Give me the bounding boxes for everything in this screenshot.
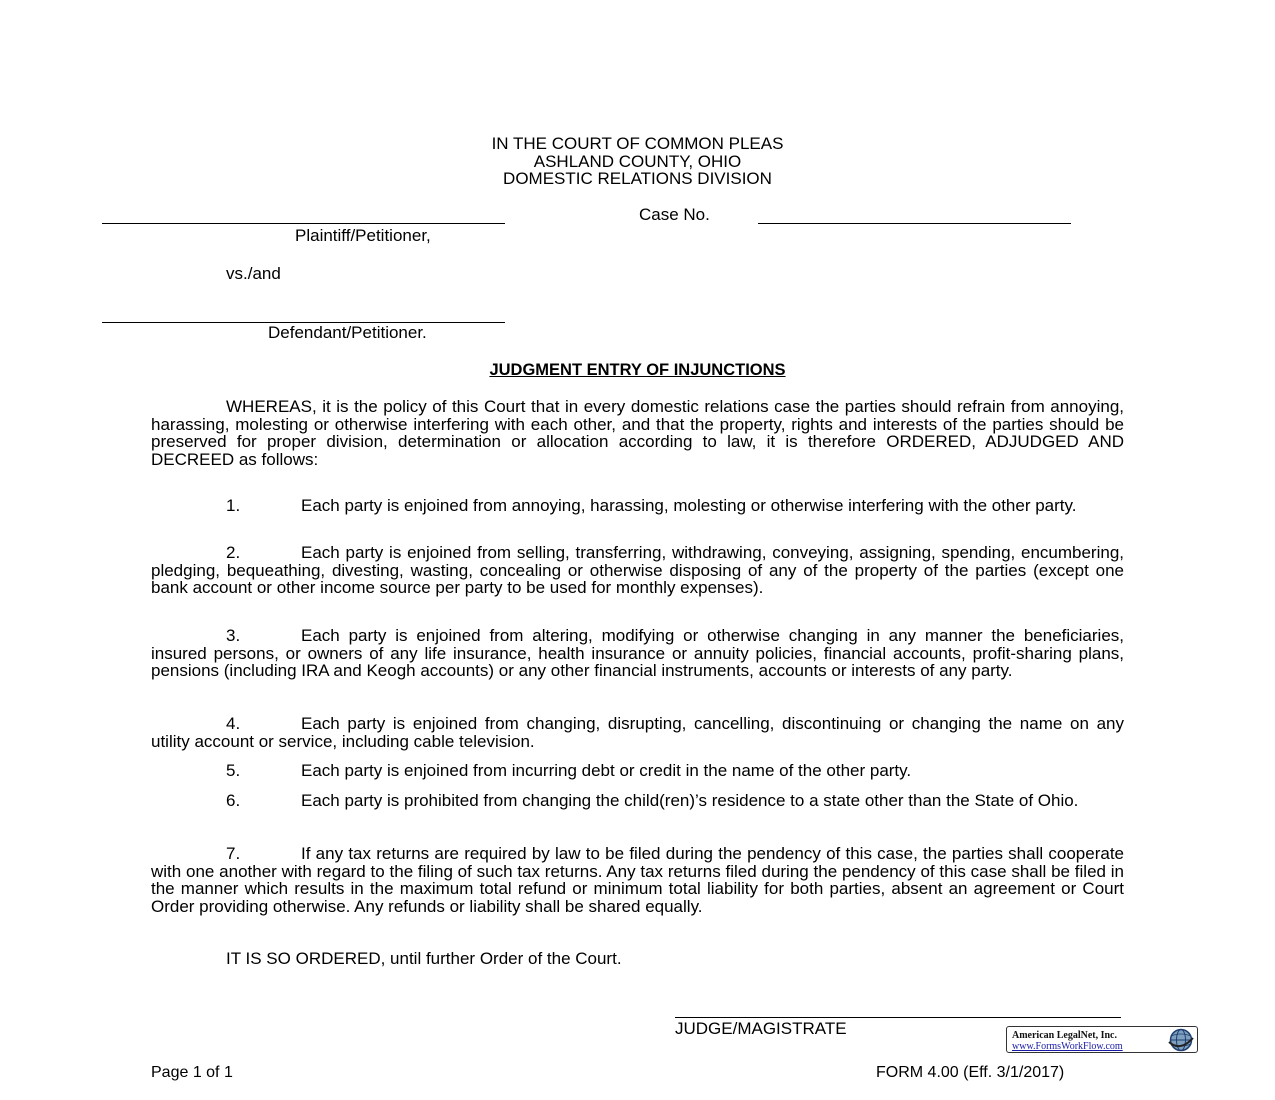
ordered-text: IT IS SO ORDERED, until further Order of the Court. bbox=[226, 949, 622, 968]
document-title: JUDGMENT ENTRY OF INJUNCTIONS bbox=[489, 361, 786, 379]
division-name: DOMESTIC RELATIONS DIVISION bbox=[503, 169, 772, 188]
judge-signature-label: JUDGE/MAGISTRATE bbox=[675, 1019, 847, 1038]
page-number: Page 1 of 1 bbox=[151, 1064, 233, 1081]
item-7 bbox=[151, 845, 1124, 915]
item-number: 2. bbox=[226, 543, 241, 562]
item-5 bbox=[151, 762, 1124, 780]
american-legalnet-logo[interactable] bbox=[1006, 1026, 1198, 1053]
item-text: If any tax returns are required by law to be filed during the pendency of this case, the parties shall cooperate with one another with regard to the filing of such tax returns. Any tax returns filed during the pendency of this case shall be filed in the manner which results in the maximum total refund or minimum total liability for both parties, absent an agreement or Court Order providing otherwise. Any refunds or liability shall be shared equally. bbox=[151, 844, 1124, 916]
item-number: 5. bbox=[226, 761, 241, 780]
item-text: Each party is enjoined from selling, transferring, withdrawing, conveying, assigning, spending, encumbering, pledging, bequeathing, divesting, wasting, concealing or otherwise disposing of any of the property of the parties (except one bank account or other income source per party to be used for monthly expenses). bbox=[151, 543, 1124, 598]
item-text: Each party is prohibited from changing the child(ren)’s residence to a state other than the State of Ohio. bbox=[301, 791, 1079, 810]
item-text: Each party is enjoined from annoying, harassing, molesting or otherwise interfering with the other party. bbox=[301, 496, 1077, 515]
plaintiff-label: Plaintiff/Petitioner, bbox=[295, 226, 431, 245]
logo-company-name: American LegalNet, Inc. bbox=[1012, 1030, 1117, 1041]
item-number: 1. bbox=[226, 496, 241, 515]
item-text: Each party is enjoined from incurring debt or credit in the name of the other party. bbox=[301, 761, 912, 780]
item-1 bbox=[151, 497, 1124, 515]
item-text: Each party is enjoined from altering, modifying or otherwise changing in any manner the beneficiaries, insured persons, or owners of any life insurance, health insurance or annuity policies, financial accounts, profit-sharing plans, pensions (including IRA and Keogh accounts) or any other financial instruments, accounts or interests of any party. bbox=[151, 626, 1124, 681]
globe-icon bbox=[1168, 1028, 1194, 1052]
item-number: 6. bbox=[226, 791, 241, 810]
whereas-paragraph bbox=[151, 398, 1124, 468]
ordered-statement bbox=[151, 950, 1124, 968]
item-number: 7. bbox=[226, 844, 241, 863]
whereas-text: WHEREAS, it is the policy of this Court that in every domestic relations case the parties should refrain from annoying, harassing, molesting or otherwise interfering with each other, and that the property, rights and interests of the parties should be preserved for proper division, determination or allocation according to law, it is therefore ORDERED, ADJUDGED AND DECREED as follows: bbox=[151, 397, 1124, 469]
county-name: ASHLAND COUNTY, OHIO bbox=[533, 152, 742, 171]
judge-signature-line[interactable] bbox=[675, 1017, 1121, 1018]
item-text: Each party is enjoined from changing, disrupting, cancelling, discontinuing or changing the name on any utility account or service, including cable television. bbox=[151, 714, 1124, 751]
item-2 bbox=[151, 544, 1124, 597]
item-6 bbox=[151, 792, 1124, 810]
logo-url-link[interactable]: www.FormsWorkFlow.com bbox=[1012, 1041, 1123, 1052]
court-name: IN THE COURT OF COMMON PLEAS bbox=[491, 134, 784, 153]
item-number: 3. bbox=[226, 626, 241, 645]
vs-label: vs./and bbox=[226, 264, 281, 283]
item-3 bbox=[151, 627, 1124, 680]
defendant-label: Defendant/Petitioner. bbox=[268, 323, 427, 342]
item-4 bbox=[151, 715, 1124, 750]
form-number: FORM 4.00 (Eff. 3/1/2017) bbox=[876, 1064, 1065, 1081]
case-no-label: Case No. bbox=[639, 205, 710, 224]
item-number: 4. bbox=[226, 714, 241, 733]
plaintiff-name-line[interactable] bbox=[102, 223, 505, 224]
case-no-line[interactable] bbox=[758, 223, 1071, 224]
